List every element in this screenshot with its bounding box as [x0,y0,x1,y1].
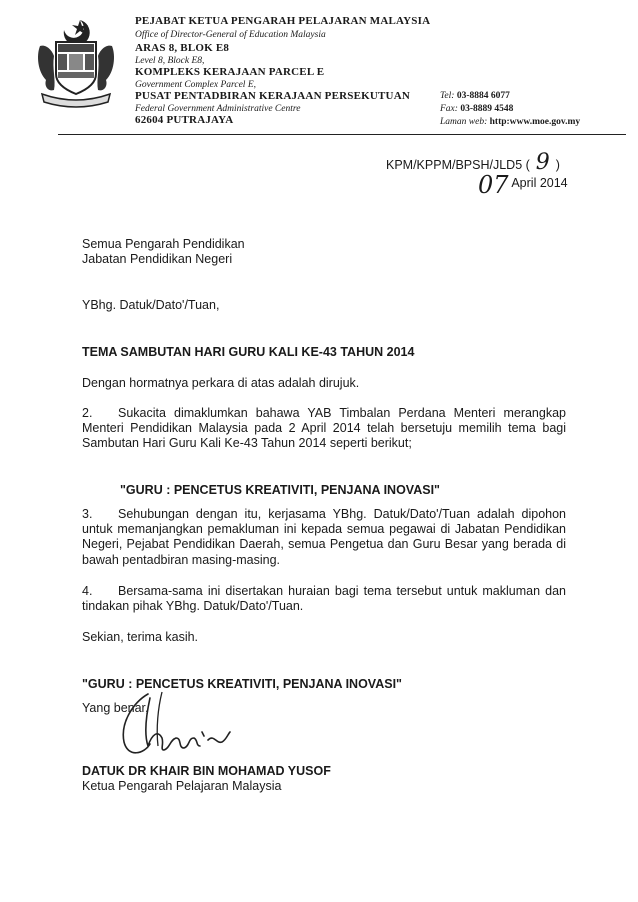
letterhead-floor: ARAS 8, BLOK E8 [135,42,230,54]
para-4-number: 4. [82,584,93,598]
closing-theme: "GURU : PENCETUS KREATIVITI, PENJANA INOVASI" [82,677,402,691]
letterhead-floor-en: Level 8, Block E8, [135,56,205,66]
para-2-text: Sukacita dimaklumkan bahawa YAB Timbalan Perdana Menteri merangkap Menteri Pendidikan Malaysia pada 2 April 2014 telah bersetuju memilih tema bagi Sambutan Hari Guru Kali Ke-43 Tahun 2014 seperti berikut; [82,406,566,451]
letterhead-office-name: PEJABAT KETUA PENGARAH PELAJARAN MALAYSIA [135,15,431,27]
signatory-title: Ketua Pengarah Pelajaran Malaysia [82,779,282,793]
para-2-number: 2. [82,406,93,420]
theme-line: "GURU : PENCETUS KREATIVITI, PENJANA INOVASI" [120,483,440,497]
recipient-line-1: Semua Pengarah Pendidikan [82,237,245,251]
closing-line: Sekian, terima kasih. [82,630,199,644]
para-3-number: 3. [82,507,93,521]
subject: TEMA SAMBUTAN HARI GURU KALI KE-43 TAHUN 2014 [82,345,415,359]
recipient-line-2: Jabatan Pendidikan Negeri [82,252,233,266]
letterhead-complex: KOMPLEKS KERAJAAN PARCEL E [135,66,325,78]
reference-number: KPM/KPPM/BPSH/JLD5 ( 9 ) [386,150,560,175]
letterhead-office-name-en: Office of Director-General of Education Malaysia [135,30,326,40]
para-4-text: Bersama-sama ini disertakan huraian bagi tema tersebut untuk makluman dan tindakan pihak YBhg. Datuk/Dato'/Tuan. [82,584,566,614]
letterhead-centre: PUSAT PENTADBIRAN KERAJAAN PERSEKUTUAN [135,90,410,102]
letterhead-complex-en: Government Complex Parcel E, [135,80,256,90]
letterhead-divider [58,134,626,135]
letterhead-tel: Tel: 03-8884 6077 [440,91,510,101]
signature-mark [104,688,254,762]
signatory-name: DATUK DR KHAIR BIN MOHAMAD YUSOF [82,764,331,778]
para-3-text: Sehubungan dengan itu, kerjasama YBhg. Datuk/Dato'/Tuan adalah dipohon untuk memanjangkan pemakluman ini kepada semua pegawai di Jabatan Pendidikan Negeri, Pejabat Pendidikan Daerah, semua Pengetua dan Guru Besar yang berada di bawah pentadbiran masing-masing. [82,507,566,567]
letterhead-fax: Fax: 03-8889 4548 [440,104,514,114]
letterhead-web: Laman web: http:www.moe.gov.my [440,117,581,127]
yang-benar: Yang benar, [82,701,149,715]
salutation: YBhg. Datuk/Dato'/Tuan, [82,298,220,312]
intro-line: Dengan hormatnya perkara di atas adalah dirujuk. [82,376,360,390]
coat-of-arms-icon [34,16,118,108]
letterhead-centre-en: Federal Government Administrative Centre [135,104,301,114]
letter-date: 07 April 2014 [478,171,568,199]
letterhead-postcode: 62604 PUTRAJAYA [135,114,234,126]
